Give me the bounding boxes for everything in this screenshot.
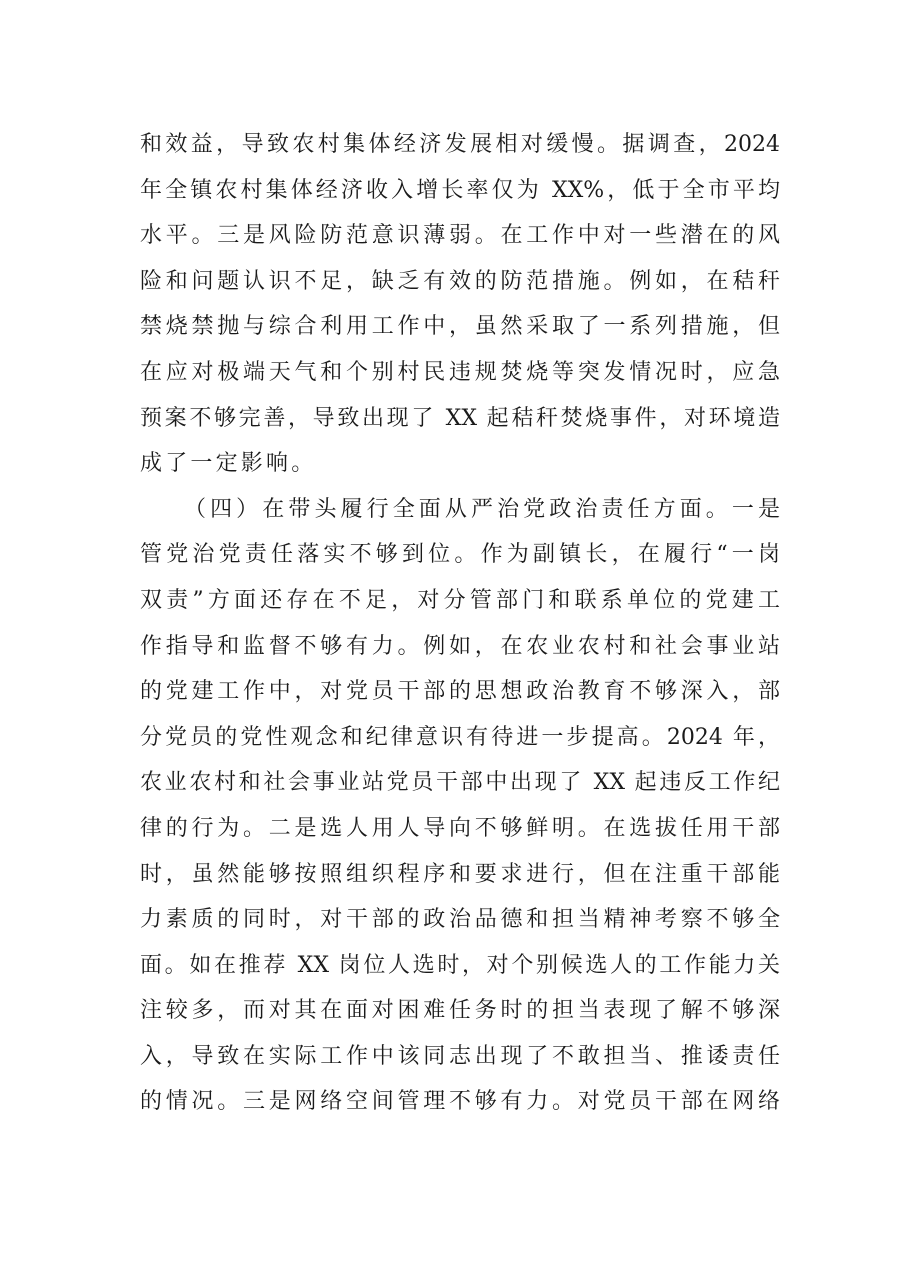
text-line: 农业农村和社会事业站党员干部中出现了 XX 起违反工作纪 — [140, 770, 780, 796]
text-line: 分党员的党性观念和纪律意识有待进一步提高。2024 年， — [140, 724, 780, 750]
text-line: 在应对极端天气和个别村民违规焚烧等突发情况时，应急 — [140, 359, 780, 385]
text-line: 的党建工作中，对党员干部的思想政治教育不够深入，部 — [140, 679, 780, 705]
text-line: 和效益，导致农村集体经济发展相对缓慢。据调查，2024 — [140, 132, 780, 157]
section-heading-line: （四）在带头履行全面从严治党政治责任方面。一是 — [184, 496, 780, 522]
text-line: 水平。三是风险防范意识薄弱。在工作中对一些潜在的风 — [140, 223, 780, 249]
text-line: 作指导和监督不够有力。例如，在农业农村和社会事业站 — [140, 633, 780, 659]
text-line: 面。如在推荐 XX 岗位人选时，对个别候选人的工作能力关 — [140, 952, 780, 978]
text-line: 律的行为。二是选人用人导向不够鲜明。在选拔任用干部 — [140, 815, 780, 841]
text-line: 禁烧禁抛与综合利用工作中，虽然采取了一系列措施，但 — [140, 314, 780, 340]
text-line: 双责”方面还存在不足，对分管部门和联系单位的党建工 — [140, 587, 780, 613]
text-line: 预案不够完善，导致出现了 XX 起秸秆焚烧事件，对环境造 — [140, 405, 780, 431]
text-line: 年全镇农村集体经济收入增长率仅为 XX%，低于全市平均 — [140, 177, 780, 203]
document-body — [140, 122, 780, 1125]
text-line: 险和问题认识不足，缺乏有效的防范措施。例如，在秸秆 — [140, 268, 780, 294]
text-line: 力素质的同时，对干部的政治品德和担当精神考察不够全 — [140, 907, 780, 933]
text-line: 管党治党责任落实不够到位。作为副镇长，在履行“一岗 — [140, 542, 780, 568]
text-line: 成了一定影响。 — [140, 451, 317, 477]
text-line: 的情况。三是网络空间管理不够有力。对党员干部在网络 — [140, 1089, 780, 1115]
text-line: 入，导致在实际工作中该同志出现了不敢担当、推诿责任 — [140, 1043, 780, 1069]
text-line: 注较多，而对其在面对困难任务时的担当表现了解不够深 — [140, 998, 780, 1024]
text-line: 时，虽然能够按照组织程序和要求进行，但在注重干部能 — [140, 861, 780, 887]
